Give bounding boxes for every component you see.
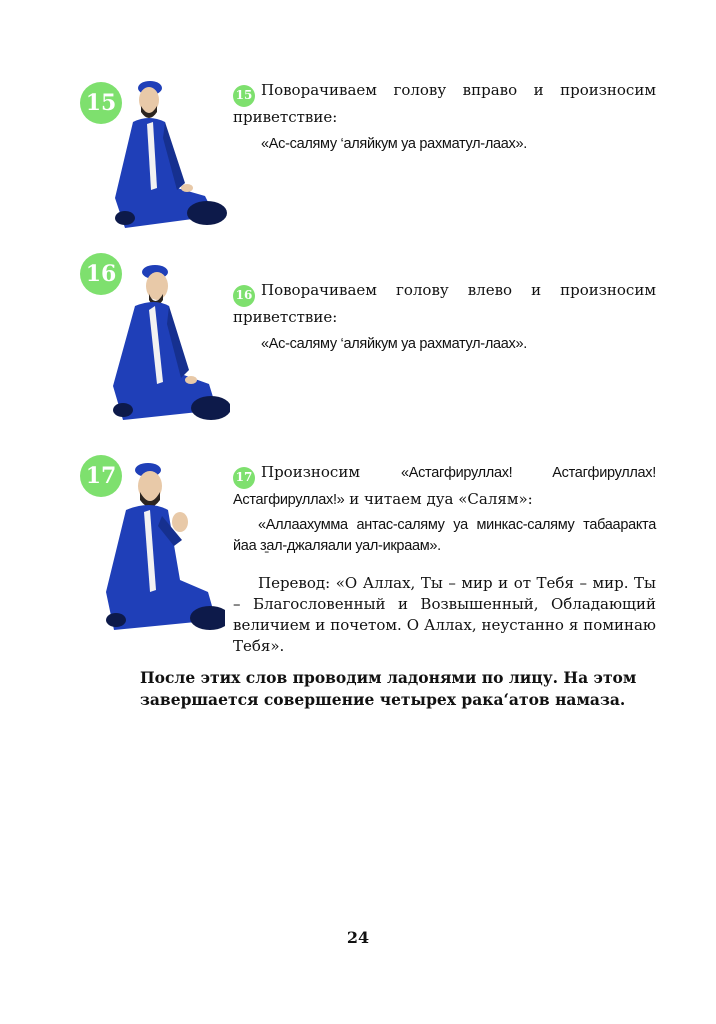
step-15-mini-badge: 15 <box>233 85 255 107</box>
step-17-figure <box>100 460 225 640</box>
step-15-text <box>233 80 656 155</box>
step-17-intro-after: и читаем дуа «Салям»: <box>349 489 533 508</box>
step-17-intro <box>233 462 656 511</box>
step-17-intro-text: Произносим <box>261 463 360 481</box>
step-17-mini-badge: 17 <box>233 467 255 489</box>
step-16-description-text: Поворачиваем голову влево и произносим приветствие: <box>233 281 656 326</box>
step-16-text <box>233 280 656 355</box>
step-17-badge: 17 <box>80 455 122 497</box>
step-16-badge: 16 <box>80 253 122 295</box>
step-15-description <box>233 80 656 128</box>
step-16-figure <box>105 262 230 432</box>
step-17-text <box>233 462 656 657</box>
step-16-quote: «Ас-саляму ‘аляйкум уа рахматул-лаах». <box>261 335 527 352</box>
step-16-description <box>233 280 656 328</box>
closing-text: После этих слов проводим ладонями по лицу. На этом завершается совершение четырех рака‘атов намаза. <box>140 668 637 709</box>
step-17-istighfar: «Астагфируллах! Астагфируллах! Астагфируллах!» <box>233 465 656 508</box>
step-17-translation: Перевод: «О Аллах, Ты – мир и от Тебя – мир. Ты – Благословенный и Возвышенный, Обладающий величием и почетом. О Аллах, неустанно я поминаю Тебя». <box>233 573 656 655</box>
step-17-dua: «Аллаахумма антас-саляму уа минкас-саляму табааракта йаа з̱ал-джаляали уал-икраам». <box>233 516 656 554</box>
step-15-badge: 15 <box>80 82 122 124</box>
step-15-description-text: Поворачиваем голову вправо и произносим приветствие: <box>233 81 656 126</box>
step-16-mini-badge: 16 <box>233 285 255 307</box>
step-15-figure <box>105 78 230 238</box>
step-15-quote: «Ас-саляму ‘аляйкум уа рахматул-лаах». <box>261 135 527 152</box>
page-number: 24 <box>346 928 370 947</box>
